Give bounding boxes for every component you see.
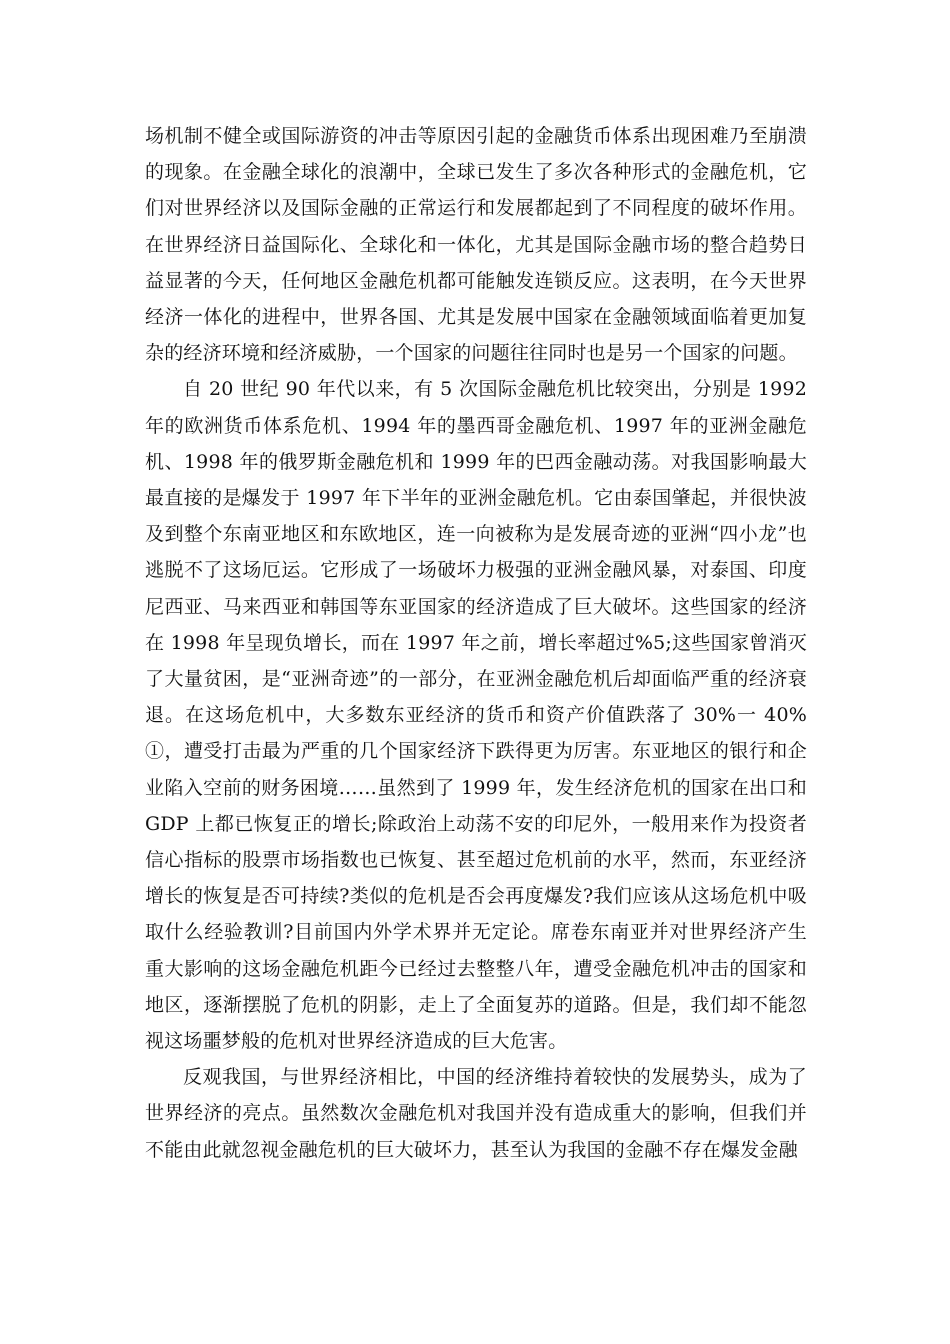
body-text	[145, 118, 807, 1168]
paragraph-3: 反观我国，与世界经济相比，中国的经济维持着较快的发展势头，成为了世界经济的亮点。虽然数次金融危机对我国并没有造成重大的影响，但我们并不能由此就忽视金融危机的巨大破坏力，甚至认为我国的金融不存在爆发金融	[145, 1066, 807, 1161]
paragraph-1: 场机制不健全或国际游资的冲击等原因引起的金融货币体系出现困难乃至崩溃的现象。在金融全球化的浪潮中，全球已发生了多次各种形式的金融危机，它们对世界经济以及国际金融的正常运行和发展都起到了不同程度的破坏作用。在世界经济日益国际化、全球化和一体化，尤其是国际金融市场的整合趋势日益显著的今天，任何地区金融危机都可能触发连锁反应。这表明，在今天世界经济一体化的进程中，世界各国、尤其是发展中国家在金融领域面临着更加复杂的经济环境和经济威胁，一个国家的问题往往同时也是另一个国家的问题。	[145, 125, 807, 365]
paragraph-2: 自 20 世纪 90 年代以来，有 5 次国际金融危机比较突出，分别是 1992 年的欧洲货币体系危机、1994 年的墨西哥金融危机、1997 年的亚洲金融危机、1998 年的俄罗斯金融危机和 1999 年的巴西金融动荡。对我国影响最大最直接的是爆发于 1997 年下半年的亚洲金融危机。它由泰国肇起，并很快波及到整个东南亚地区和东欧地区，连一向被称为是发展奇迹的亚洲“四小龙”也逃脱不了这场厄运。它形成了一场破坏力极强的亚洲金融风暴，对泰国、印度尼西亚、马来西亚和韩国等东亚国家的经济造成了巨大破坏。这些国家的经济在 1998 年呈现负增长，而在 1997 年之前，增长率超过%5;这些国家曾消灭了大量贫困，是“亚洲奇迹”的一部分，在亚洲金融危机后却面临严重的经济衰退。在这场危机中，大多数东亚经济的货币和资产价值跌落了 30%一 40%①，遭受打击最为严重的几个国家经济下跌得更为厉害。东亚地区的银行和企业陷入空前的财务困境……虽然到了 1999 年，发生经济危机的国家在出口和 GDP 上都已恢复正的增长;除政治上动荡不安的印尼外，一般用来作为投资者信心指标的股票市场指数也已恢复、甚至超过危机前的水平，然而，东亚经济增长的恢复是否可持续?类似的危机是否会再度爆发?我们应该从这场危机中吸取什么经验教训?目前国内外学术界并无定论。席卷东南亚并对世界经济产生重大影响的这场金融危机距今已经过去整整八年，遭受金融危机冲击的国家和地区，逐渐摆脱了危机的阴影，走上了全面复苏的道路。但是，我们却不能忽视这场噩梦般的危机对世界经济造成的巨大危害。	[145, 378, 807, 1053]
